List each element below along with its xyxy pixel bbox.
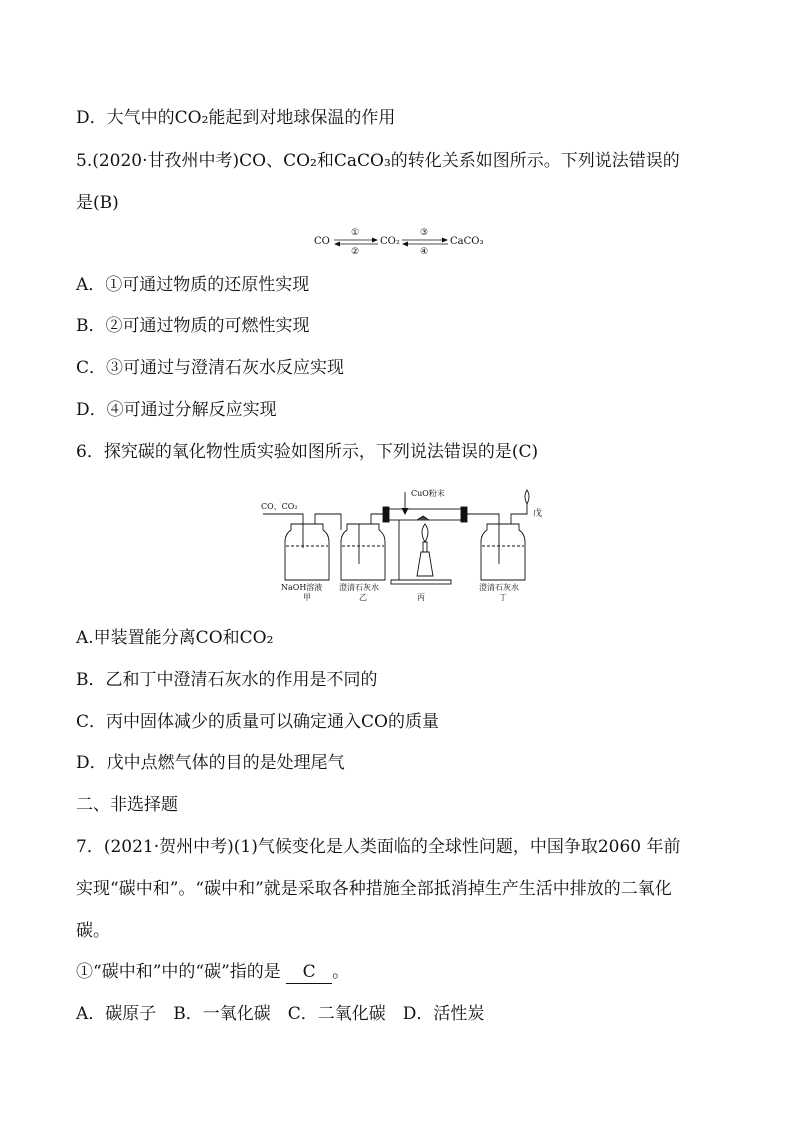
diagram-caco3: CaCO₃ bbox=[450, 236, 484, 247]
q7-sub1-answer-blank: C bbox=[286, 961, 332, 984]
q7-line2: 实现“碳中和”。“碳中和”就是采取各种措施全部抵消掉生产生活中排放的二氧化 bbox=[76, 879, 672, 899]
q7-sub1-prefix: ①“碳中和”中的“碳”指的是 bbox=[76, 962, 281, 982]
q5-option-a: A．①可通过物质的还原性实现 bbox=[76, 275, 310, 295]
diagram-co2: CO₂ bbox=[380, 236, 400, 247]
fig-label-yi: 乙 bbox=[359, 593, 367, 602]
q7-sub1-suffix: 。 bbox=[332, 962, 350, 982]
fig-wu-label: 戊 bbox=[533, 509, 543, 519]
q5-option-b: B．②可通过物质的可燃性实现 bbox=[76, 316, 310, 336]
fig-reagent-yi: 澄清石灰水 bbox=[339, 583, 379, 592]
q6-stem: 6．探究碳的氧化物性质实验如图所示，下列说法错误的是(C) bbox=[76, 442, 539, 462]
fig-label-jia: 甲 bbox=[303, 593, 311, 602]
q7-sub1 bbox=[76, 961, 349, 984]
section-heading: 二、非选择题 bbox=[76, 795, 178, 815]
fig-gas-label: CO、CO₂ bbox=[261, 502, 298, 511]
fig-reagent-ding: 澄清石灰水 bbox=[479, 583, 519, 592]
q6-option-b: B．乙和丁中澄清石灰水的作用是不同的 bbox=[76, 670, 378, 690]
q5-stem-line2: 是(B) bbox=[76, 193, 119, 213]
q6-apparatus-figure bbox=[255, 484, 545, 602]
fig-cuo-label: CuO粉末 bbox=[411, 489, 445, 498]
q4-option-d: D．大气中的CO₂能起到对地球保温的作用 bbox=[76, 108, 396, 128]
q6-option-c: C．丙中固体减少的质量可以确定通入CO的质量 bbox=[76, 712, 439, 732]
diagram-r1: ① bbox=[351, 228, 360, 238]
q6-option-a: A.甲装置能分离CO和CO₂ bbox=[76, 628, 274, 648]
q5-stem-line1: 5.(2020·甘孜州中考)CO、CO₂和CaCO₃的转化关系如图所示。下列说法错误的 bbox=[76, 151, 680, 171]
q5-option-c: C．③可通过与澄清石灰水反应实现 bbox=[76, 358, 345, 378]
diagram-r3: ③ bbox=[420, 228, 429, 238]
diagram-co: CO bbox=[314, 236, 330, 247]
q5-option-d: D．④可通过分解反应实现 bbox=[76, 400, 277, 420]
fig-reagent-jia: NaOH溶液 bbox=[281, 583, 323, 592]
q5-conversion-diagram bbox=[300, 222, 500, 254]
q7-line3: 碳。 bbox=[76, 921, 110, 941]
q7-line1: 7．(2021·贺州中考)(1)气候变化是人类面临的全球性问题，中国争取2060 年前 bbox=[76, 837, 681, 857]
fig-label-ding: 丁 bbox=[499, 593, 507, 602]
diagram-r2: ② bbox=[351, 247, 360, 254]
q6-option-d: D．戊中点燃气体的目的是处理尾气 bbox=[76, 753, 345, 773]
diagram-r4: ④ bbox=[420, 247, 429, 254]
fig-label-bing: 丙 bbox=[417, 593, 425, 602]
q7-options: A．碳原子 B．一氧化碳 C．二氧化碳 D．活性炭 bbox=[76, 1004, 485, 1024]
